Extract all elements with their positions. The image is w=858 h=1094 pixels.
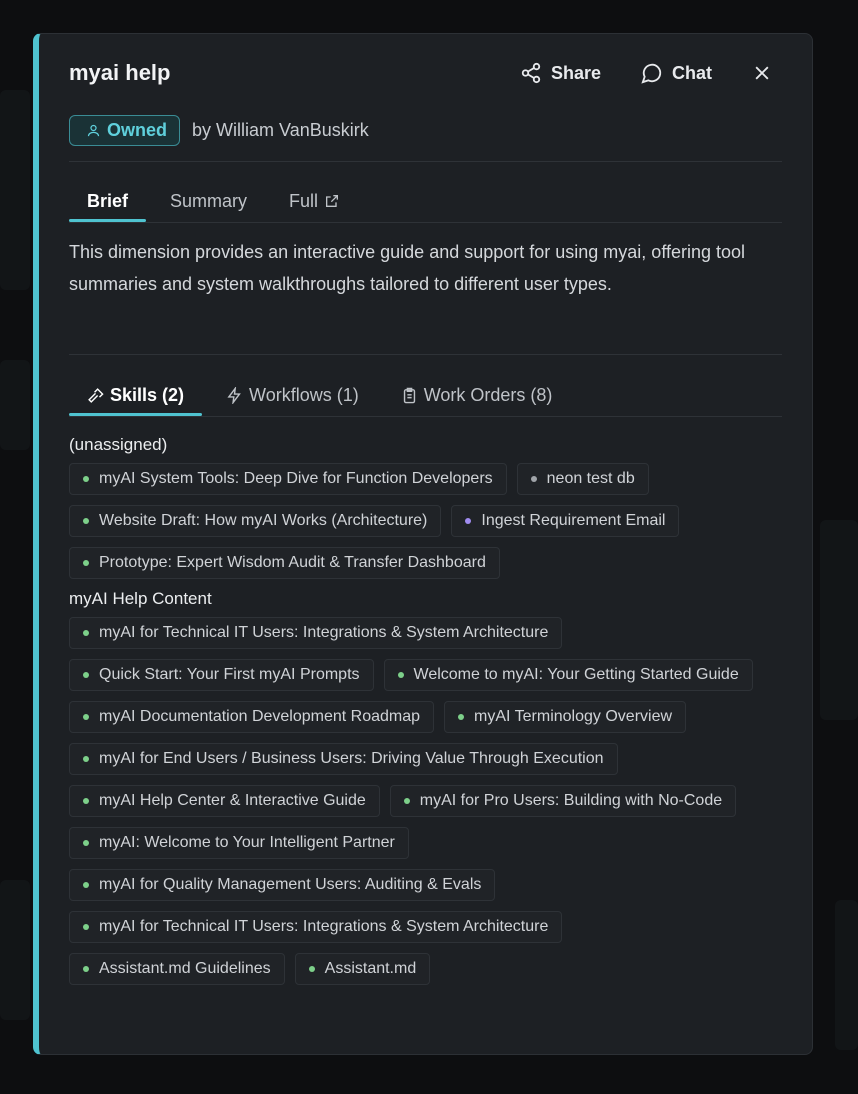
skill-chip[interactable] (444, 701, 686, 733)
dimension-description: This dimension provides an interactive guide and support for using myai, offering tool summaries and system walkthroughs tailored to different user types. (69, 242, 746, 294)
background-panel (820, 520, 858, 720)
chip-label: myAI System Tools: Deep Dive for Function Developers (99, 470, 493, 487)
chip-label: myAI Terminology Overview (474, 708, 673, 725)
background-panel (0, 90, 30, 290)
skill-chip[interactable] (451, 505, 679, 537)
chat-icon (641, 62, 663, 84)
skill-chip[interactable] (69, 617, 562, 649)
dimension-modal (33, 33, 813, 1055)
tab-skills[interactable] (69, 377, 202, 413)
chip-label: Assistant.md Guidelines (99, 960, 271, 977)
status-dot-icon (83, 630, 89, 636)
skill-chip[interactable] (69, 869, 495, 901)
status-dot-icon (83, 966, 89, 972)
skill-chip[interactable] (69, 463, 507, 495)
skill-chip[interactable] (69, 701, 434, 733)
status-dot-icon (465, 518, 471, 524)
tab-label: Full (289, 190, 319, 211)
tab-label: Summary (170, 190, 248, 211)
chip-label: neon test db (546, 470, 635, 487)
status-dot-icon (458, 714, 464, 720)
skill-chip[interactable] (69, 827, 409, 859)
skill-chip[interactable] (295, 953, 431, 985)
owned-label: Owned (107, 120, 168, 140)
chip-label: Assistant.md (324, 960, 417, 977)
status-dot-icon (83, 714, 89, 720)
chip-label: myAI for Technical IT Users: Integrations & System Architecture (99, 918, 549, 935)
status-dot-icon (309, 966, 315, 972)
divider (69, 416, 782, 417)
status-dot-icon (83, 518, 89, 524)
status-dot-icon (83, 756, 89, 762)
user-icon (86, 123, 101, 138)
chip-label: Quick Start: Your First myAI Prompts (99, 666, 360, 683)
tab-label: Skills (2) (110, 384, 185, 405)
owned-badge (69, 115, 180, 146)
background-panel (835, 900, 858, 1050)
tab-brief[interactable] (69, 183, 146, 219)
chip-label: Welcome to myAI: Your Getting Started Guide (413, 666, 739, 683)
tab-label: Workflows (1) (249, 384, 359, 405)
status-dot-icon (398, 672, 404, 678)
status-dot-icon (404, 798, 410, 804)
skill-chip[interactable] (69, 505, 441, 537)
group-heading: (unassigned) (69, 435, 168, 454)
chip-label: Prototype: Expert Wisdom Audit & Transfer Dashboard (99, 554, 486, 571)
divider (69, 354, 782, 355)
status-dot-icon (83, 672, 89, 678)
chip-label: myAI for Quality Management Users: Auditing & Evals (99, 876, 482, 893)
skill-chip[interactable] (69, 911, 562, 943)
background-panel (0, 880, 30, 1020)
owner-name: by William VanBuskirk (192, 120, 369, 140)
background-panel (0, 360, 30, 450)
skill-chip[interactable] (69, 953, 285, 985)
status-dot-icon (83, 560, 89, 566)
clipboard-icon (401, 387, 418, 404)
tab-label: Brief (87, 190, 129, 211)
divider (69, 222, 782, 223)
status-dot-icon (83, 476, 89, 482)
share-icon (520, 62, 542, 84)
chip-label: myAI Documentation Development Roadmap (99, 708, 421, 725)
skill-chip[interactable] (384, 659, 753, 691)
chat-label: Chat (672, 62, 712, 83)
status-dot-icon (83, 924, 89, 930)
external-link-icon (324, 193, 340, 209)
skill-chip[interactable] (69, 785, 380, 817)
tab-work-orders[interactable] (377, 377, 571, 413)
chip-group (69, 463, 782, 579)
skill-chip[interactable] (517, 463, 649, 495)
status-dot-icon (83, 798, 89, 804)
hammer-icon (87, 387, 104, 404)
chip-label: myAI for End Users / Business Users: Driving Value Through Execution (99, 750, 604, 767)
chip-label: myAI for Technical IT Users: Integrations & System Architecture (99, 624, 549, 641)
tab-label: Work Orders (8) (423, 384, 553, 405)
divider (69, 161, 782, 162)
skill-chip[interactable] (69, 547, 500, 579)
chat-button[interactable] (641, 62, 712, 84)
tab-workflows[interactable] (202, 377, 377, 413)
tab-summary[interactable] (146, 183, 265, 219)
chip-label: myAI Help Center & Interactive Guide (99, 792, 366, 809)
modal-title: myai help (69, 60, 171, 85)
skill-chip[interactable] (390, 785, 736, 817)
tab-full[interactable] (265, 183, 358, 219)
skill-chip[interactable] (69, 659, 374, 691)
close-icon[interactable] (752, 63, 772, 83)
chip-label: Ingest Requirement Email (481, 512, 666, 529)
status-dot-icon (531, 476, 537, 482)
share-label: Share (550, 62, 601, 83)
chip-label: myAI: Welcome to Your Intelligent Partner (99, 834, 395, 851)
status-dot-icon (83, 840, 89, 846)
chip-group (69, 617, 782, 985)
chip-label: Website Draft: How myAI Works (Architecture) (99, 512, 428, 529)
share-button[interactable] (520, 62, 601, 84)
status-dot-icon (83, 882, 89, 888)
skills-list (69, 433, 782, 995)
skill-chip[interactable] (69, 743, 618, 775)
chip-label: myAI for Pro Users: Building with No-Code (419, 792, 723, 809)
lightning-icon (226, 387, 243, 404)
group-heading: myAI Help Content (69, 589, 212, 608)
